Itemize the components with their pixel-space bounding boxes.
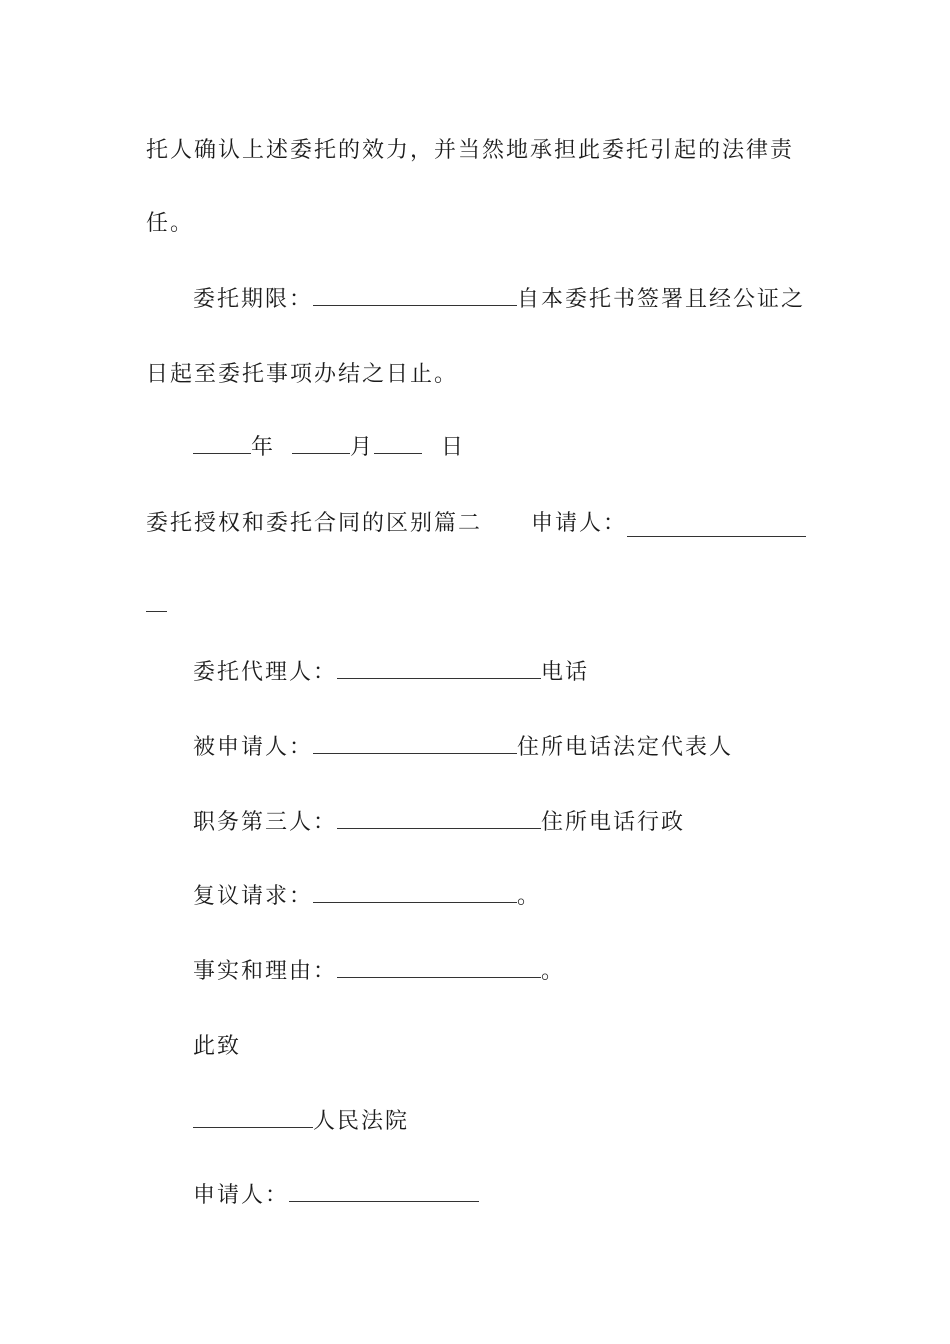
label-third-party: 职务第三人：	[193, 810, 338, 835]
blank-month	[292, 452, 350, 454]
text-line: 托人确认上述委托的效力，并当然地承担此委托引起的法律责	[146, 138, 795, 163]
text-line	[193, 812, 685, 834]
text-line	[193, 1111, 409, 1133]
blank-field	[193, 1126, 313, 1128]
blank-field	[313, 304, 517, 306]
section-heading: 委托授权和委托合同的区别篇二	[146, 511, 483, 536]
blank-year	[193, 452, 251, 454]
label-applicant-sign: 申请人：	[193, 1183, 290, 1208]
section-title	[146, 513, 482, 535]
date-line	[193, 437, 465, 459]
text-line	[193, 961, 565, 983]
text-line	[193, 1185, 479, 1207]
label-respondent-info: 住所电话法定代表人	[517, 735, 734, 760]
blank-field	[337, 677, 541, 679]
label-request: 复议请求：	[193, 884, 314, 909]
closing-text: 此致	[193, 1034, 242, 1059]
label-facts: 事实和理由：	[193, 959, 338, 984]
label-day: 日	[441, 435, 466, 460]
blank-field	[627, 536, 806, 537]
label-term: 委托期限：	[193, 287, 314, 312]
label-agent: 委托代理人：	[193, 660, 338, 685]
label-applicant: 申请人：	[531, 511, 628, 536]
label-court: 人民法院	[313, 1109, 410, 1134]
text-line	[531, 513, 627, 535]
text-line	[193, 886, 541, 908]
label-respondent: 被申请人：	[193, 735, 314, 760]
blank-field	[313, 752, 517, 754]
blank-field	[313, 901, 517, 903]
text-line	[193, 289, 805, 311]
blank-day	[374, 452, 422, 454]
text-line: 任。	[146, 211, 195, 236]
text-line: 日起至委托事项办结之日止。	[146, 362, 459, 387]
blank-field	[337, 976, 541, 978]
label-term-desc: 自本委托书签署且经公证之	[517, 287, 806, 312]
period: 。	[517, 884, 542, 909]
blank-field	[146, 611, 167, 612]
blank-field	[337, 827, 541, 829]
blank-field	[289, 1200, 479, 1202]
period: 。	[541, 959, 566, 984]
label-month: 月	[350, 435, 375, 460]
label-third-party-info: 住所电话行政	[541, 810, 686, 835]
label-phone: 电话	[541, 660, 590, 685]
text-line	[193, 737, 733, 759]
text-line	[193, 662, 589, 684]
label-year: 年	[251, 435, 276, 460]
